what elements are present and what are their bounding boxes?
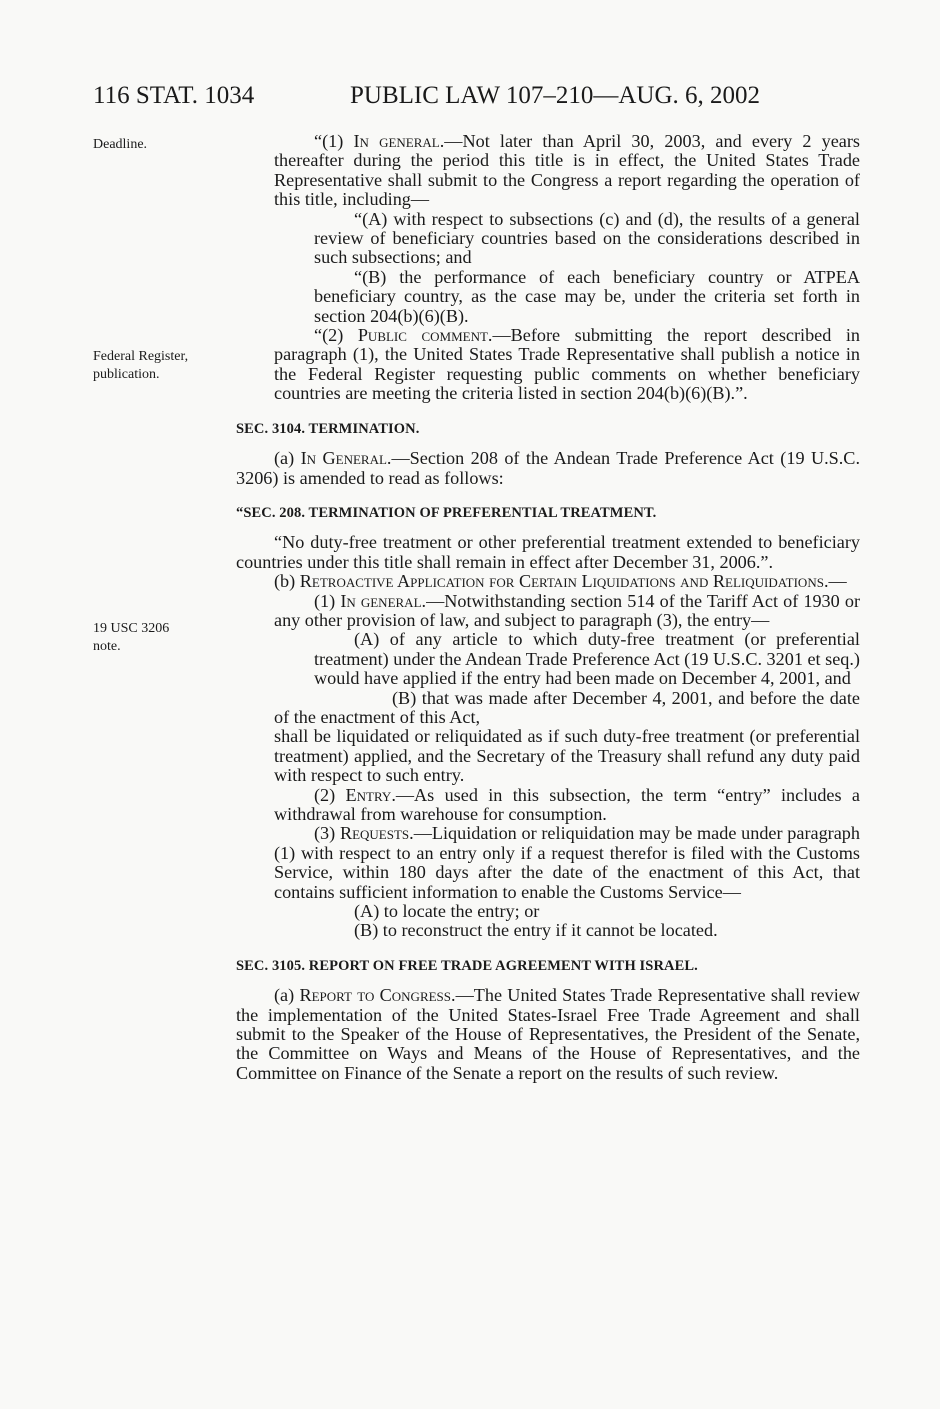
paragraph-b-1-tail: shall be liquidated or reliquidated as if such duty-free treatment (or preferential treatment) applied, and the Secretary of the Treasury shall refund any duty paid with respect to such entry. bbox=[274, 726, 860, 786]
text-run: .— bbox=[823, 571, 847, 592]
paragraph-b-3-a: (A) to locate the entry; or bbox=[354, 901, 540, 922]
law-title: PUBLIC LAW 107–210—AUG. 6, 2002 bbox=[350, 82, 761, 109]
text-run: “(2) bbox=[314, 325, 358, 346]
heading-run: Entry bbox=[345, 784, 392, 805]
body-text bbox=[236, 132, 860, 1083]
section-3105-a bbox=[236, 986, 860, 1083]
section-heading-3105: SEC. 3105. REPORT ON FREE TRADE AGREEMENT WITH ISRAEL. bbox=[236, 957, 698, 974]
heading-run: Public comment bbox=[357, 325, 488, 346]
paragraph-1-a: “(A) with respect to subsections (c) and (d), the results of a general review of beneficiary countries based on the considerations described in such subsections; and bbox=[314, 208, 860, 268]
text-run: .—Not later than April 30, 2003, and every 2 years thereafter during the period this title is in effect, the United States Trade Representative shall submit to the Congress a report regarding the operation of this title, including— bbox=[274, 131, 861, 210]
paragraph-b-1-b bbox=[236, 689, 860, 728]
paragraph-1-b: “(B) the performance of each beneficiary country or ATPEA beneficiary country, as the case may be, under the criteria set forth in section 204(b)(6)(B). bbox=[314, 266, 860, 326]
section-3104-b bbox=[236, 572, 860, 591]
text-run: (a) bbox=[274, 985, 300, 1006]
heading-run: In General bbox=[300, 448, 387, 469]
paragraph-1 bbox=[236, 132, 860, 210]
text-run: .—The United States Trade Representative shall review the implementation of the United States-Israel Free Trade Agreement and shall submit to the Speaker of the House of Representatives, the President of the Senate, the Committee on Ways and Means of the House of Representatives, and the Committee on Finance of the Senate a report on the results of such review. bbox=[236, 985, 860, 1083]
paragraph-2 bbox=[236, 326, 860, 404]
section-heading-208: “SEC. 208. TERMINATION OF PREFERENTIAL TREATMENT. bbox=[236, 504, 657, 521]
text-run: .—Section 208 of the Andean Trade Preference Act (19 U.S.C. 3206) is amended to read as follows: bbox=[236, 448, 860, 488]
paragraph-b-3 bbox=[236, 824, 860, 902]
text-run: “(1) bbox=[314, 131, 354, 151]
text-run: .—Notwithstanding section 514 of the Tariff Act of 1930 or any other provision of law, and subject to paragraph (3), the entry— bbox=[274, 590, 860, 630]
section-208-text: “No duty-free treatment or other preferential treatment extended to beneficiary countries under this title shall remain in effect after December 31, 2006.”. bbox=[236, 532, 860, 572]
text-run: .—Liquidation or reliquidation may be made under paragraph (1) with respect to an entry only if a request therefor is filed with the Customs Service, within 180 days after the date of the enactment of this Act, that contains sufficient information to enable the Customs Service— bbox=[274, 823, 860, 902]
text-run: (3) bbox=[314, 823, 340, 844]
section-3104-a bbox=[236, 449, 860, 488]
text-run: (b) bbox=[274, 571, 300, 592]
text-run: .—As used in this subsection, the term “entry” includes a withdrawal from warehouse for consumption. bbox=[274, 784, 860, 824]
heading-run: Report to Congress bbox=[299, 985, 452, 1006]
margin-note-deadline: Deadline. bbox=[93, 137, 148, 152]
text-run: (1) bbox=[314, 590, 341, 611]
paragraph-b-1-a: (A) of any article to which duty-free treatment (or preferential treatment) under the Andean Trade Preference Act (19 U.S.C. 3201 et seq.) would have applied if the entry had been made on December 4, 2001, and bbox=[314, 629, 860, 689]
heading-run: In general bbox=[340, 590, 422, 611]
heading-run: Retroactive Application for Certain Liquidations and Reliquidations bbox=[299, 571, 824, 592]
paragraph-b-3-b: (B) to reconstruct the entry if it cannot be located. bbox=[354, 920, 718, 941]
margin-note-federal-register: Federal Register, publication. bbox=[93, 349, 189, 382]
heading-run: In general bbox=[353, 131, 440, 151]
page-stat: 116 STAT. 1034 bbox=[93, 82, 255, 109]
margin-note-usc: 19 USC 3206 note. bbox=[93, 621, 170, 654]
text-run: .—Before submitting the report described in paragraph (1), the United States Trade Representative shall publish a notice in the Federal Register requesting public comments on whether beneficiary countries are meeting the criteria listed in section 204(b)(6)(B).”. bbox=[274, 325, 861, 404]
text-run: (2) bbox=[314, 784, 346, 805]
text-run: (a) bbox=[274, 448, 301, 469]
heading-run: Requests bbox=[339, 823, 410, 844]
text-run: (B) that was made after December 4, 2001, and before the date of the enactment of this Act, bbox=[274, 687, 860, 727]
section-heading-3104: SEC. 3104. TERMINATION. bbox=[236, 420, 420, 437]
paragraph-b-1 bbox=[236, 592, 860, 631]
paragraph-b-2 bbox=[236, 786, 860, 825]
